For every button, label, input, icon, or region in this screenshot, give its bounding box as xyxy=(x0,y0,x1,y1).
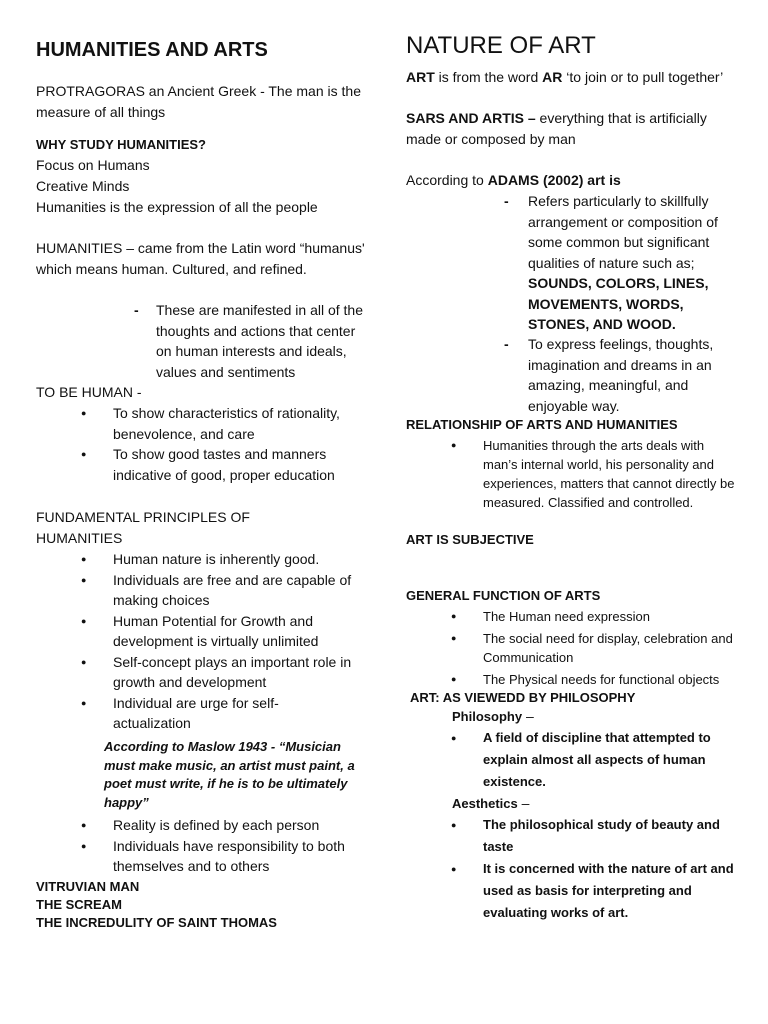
sars-def-text: everything that is artificially made or composed by man xyxy=(406,110,707,147)
list-item: ● It is concerned with the nature of art and used as basis for interpreting and evaluating works of art. xyxy=(451,858,741,924)
list-item: ● The social need for display, celebration and Communication xyxy=(451,629,741,667)
dash-marker: - xyxy=(134,302,139,318)
right-title: NATURE OF ART xyxy=(406,32,596,59)
philosophy-label-line xyxy=(452,706,744,728)
list-item: ● The Physical needs for functional objects xyxy=(451,670,741,689)
dash-suffix: – xyxy=(517,795,530,811)
function-list xyxy=(451,607,741,689)
art-def-text-2: ‘to join or to pull together’ xyxy=(562,69,724,85)
to-be-human-heading: TO BE HUMAN - xyxy=(36,384,142,400)
why-line-2: Creative Minds xyxy=(36,178,130,194)
left-title: HUMANITIES AND ARTS xyxy=(36,39,268,61)
function-heading: GENERAL FUNCTION OF ARTS xyxy=(406,588,601,603)
why-line-3: Humanities is the expression of all the people xyxy=(36,199,318,215)
fundamental-heading: FUNDAMENTAL PRINCIPLES OF HUMANITIES xyxy=(36,509,250,546)
list-item: ● Human nature is inherently good. xyxy=(81,549,371,570)
to-be-human-list xyxy=(81,403,371,485)
list-item: ● To show good tastes and manners indicative of good, proper education xyxy=(81,444,371,485)
adams-pre: According to xyxy=(406,172,488,188)
humanities-definition: HUMANITIES – came from the Latin word “humanus' which means human. Cultured, and refined. xyxy=(36,240,365,277)
philosophy-heading: ART: AS VIEWEDD BY PHILOSOPHY xyxy=(410,690,636,705)
art-term: ART xyxy=(406,69,435,85)
protagoras-intro: PROTRAGORAS an Ancient Greek - The man is the measure of all things xyxy=(36,83,361,120)
list-item: ● A field of discipline that attempted to explain almost all aspects of human existence. xyxy=(451,727,741,793)
list-item: ● Human Potential for Growth and development is virtually unlimited xyxy=(81,611,371,652)
adams-intro xyxy=(406,170,744,191)
list-item: ● The Human need expression xyxy=(451,607,741,626)
manifested-text: These are manifested in all of the thoughts and actions that center on human interests and ideals, values and sentiments xyxy=(156,302,364,380)
adams-source: ADAMS (2002) art is xyxy=(487,172,621,188)
art-definition xyxy=(406,67,744,88)
aesthetics-list xyxy=(451,814,741,924)
philosophy-list xyxy=(451,727,741,793)
philosophy-label: Philosophy xyxy=(452,709,523,724)
list-item: ● Individuals have responsibility to both themselves and to others xyxy=(81,836,371,877)
list-item: ● Individual are urge for self-actualization xyxy=(81,693,371,734)
list-item: ● Self-concept plays an important role in growth and development xyxy=(81,652,371,693)
list-item: ● Individuals are free and are capable of making choices xyxy=(81,570,371,611)
aesthetics-label-line xyxy=(452,793,744,815)
adams-item-2-text: To express feelings, thoughts, imagination and dreams in an amazing, meaningful, and enjoyable way. xyxy=(528,336,714,414)
dash-marker: - xyxy=(504,193,509,209)
relationship-heading: RELATIONSHIP OF ARTS AND HUMANITIES xyxy=(406,417,678,432)
ar-term: AR xyxy=(542,69,563,85)
adams-item-1-bold: SOUNDS, COLORS, LINES, MOVEMENTS, WORDS, STONES, AND WOOD. xyxy=(528,275,709,332)
artwork-scream: THE SCREAM xyxy=(36,897,122,912)
adams-item-1-text: Refers particularly to skillfully arrangement or composition of some common but significant qualities of nature such as; xyxy=(528,193,718,271)
fundamental-list xyxy=(81,549,371,734)
artwork-vitruvian: VITRUVIAN MAN xyxy=(36,879,140,894)
relationship-list xyxy=(451,436,741,512)
sars-definition xyxy=(406,108,744,149)
dash-marker: - xyxy=(504,336,509,352)
dash-suffix: – xyxy=(522,708,534,724)
art-def-text-1: is from the word xyxy=(434,69,543,85)
why-line-1: Focus on Humans xyxy=(36,157,150,173)
sars-term: SARS AND ARTIS – xyxy=(406,110,536,126)
list-item: ● The philosophical study of beauty and taste xyxy=(451,814,741,858)
why-study-heading: WHY STUDY HUMANITIES? xyxy=(36,137,206,152)
aesthetics-label: Aesthetics xyxy=(452,796,518,811)
list-item: ● Humanities through the arts deals with man’s internal world, his personality and experiences, matters that cannot directly be measured. Classified and controlled. xyxy=(451,436,741,512)
list-item: ● To show characteristics of rationality, benevolence, and care xyxy=(81,403,371,444)
maslow-quote: According to Maslow 1943 - “Musician must make music, an artist must paint, a poet must write, if he is to be ultimately happy” xyxy=(104,739,355,810)
artwork-incredulity: THE INCREDULITY OF SAINT THOMAS xyxy=(36,915,277,930)
art-is-subjective: ART IS SUBJECTIVE xyxy=(406,532,534,547)
list-item: ● Reality is defined by each person xyxy=(81,815,371,836)
fundamental-list-2 xyxy=(81,815,371,877)
